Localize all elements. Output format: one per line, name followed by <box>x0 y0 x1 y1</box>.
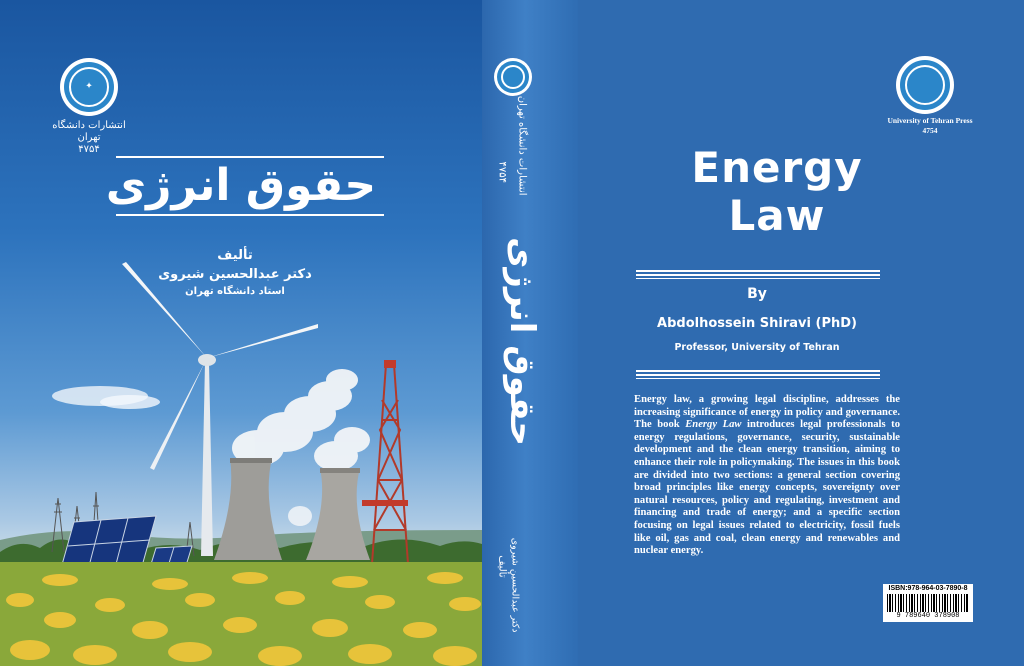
isbn-barcode <box>883 584 973 622</box>
title-rule-bottom <box>116 214 384 216</box>
isbn-label: ISBN:978-964-03-7890-8 <box>888 585 968 592</box>
back-series-number: 4754 <box>922 126 938 135</box>
back-publisher-name: University of Tehran Press <box>887 116 973 125</box>
author-block <box>130 248 340 301</box>
cooling-tower-left <box>214 458 282 560</box>
english-author-position: Professor, University of Tehran <box>674 342 840 353</box>
description-part1: Energy law, a growing legal discipline, addresses the increasing significance of energy in policy and governance. The book <box>634 394 900 431</box>
series-number: ۴۷۵۴ <box>78 144 100 155</box>
spine <box>482 0 578 666</box>
back-seal-logo <box>896 56 954 114</box>
derrick-platform <box>362 500 408 506</box>
book-title: حقوق انرژی <box>105 160 377 211</box>
barcode-bars <box>887 594 969 612</box>
book-description <box>634 394 900 558</box>
english-author: Abdolhossein Shiravi (PhD) <box>657 316 857 331</box>
spine-title: حقوق انرژی <box>502 237 542 446</box>
decorative-stripe-bottom <box>636 370 880 379</box>
by-label: By <box>747 286 767 302</box>
english-title <box>634 144 920 240</box>
description-part2: introduces legal professionals to energy regulations, governance, security, sustainable development and the clean energy transition, aiming to enhance their role in policymaking. The issues in this book are divided into two sections: a general section covering broad principles like energy concepts, sovereignty over natural resources, policy and regulating, investment and financing and trade of energy; and a specific section focusing on legal issues related to electricity, fossil fuels like oil, gas and coal, clean energy and renewables and nuclear energy. <box>634 419 900 557</box>
english-title-line1: Energy <box>691 143 863 192</box>
author-position: استاد دانشگاه تهران <box>185 286 285 297</box>
front-cover <box>0 0 482 666</box>
spine-series-number: ۴۷۵۴ <box>496 161 508 183</box>
spine-publisher: انتشارات دانشگاه تهران <box>516 95 528 196</box>
spine-author: دکتر عبدالحسین شیروی <box>509 537 521 633</box>
spine-author-label: تألیف <box>496 555 508 578</box>
seal-text: ✦ <box>85 81 93 92</box>
publisher-label: انتشارات دانشگاه تهران <box>52 120 126 143</box>
english-title-line2: Law <box>728 191 826 240</box>
barcode-digits: 9 789640 378908 <box>896 612 960 620</box>
publisher-name <box>46 120 132 156</box>
description-italic-title: Energy Law <box>685 419 742 431</box>
back-publisher <box>876 116 984 136</box>
cloud <box>100 395 160 409</box>
decorative-stripe-top <box>636 270 880 279</box>
author-name: دکتر عبدالحسین شیروی <box>158 267 312 282</box>
author-label: تألیف <box>217 248 253 263</box>
university-seal-logo <box>60 58 118 116</box>
cooling-tower-right <box>306 468 370 560</box>
